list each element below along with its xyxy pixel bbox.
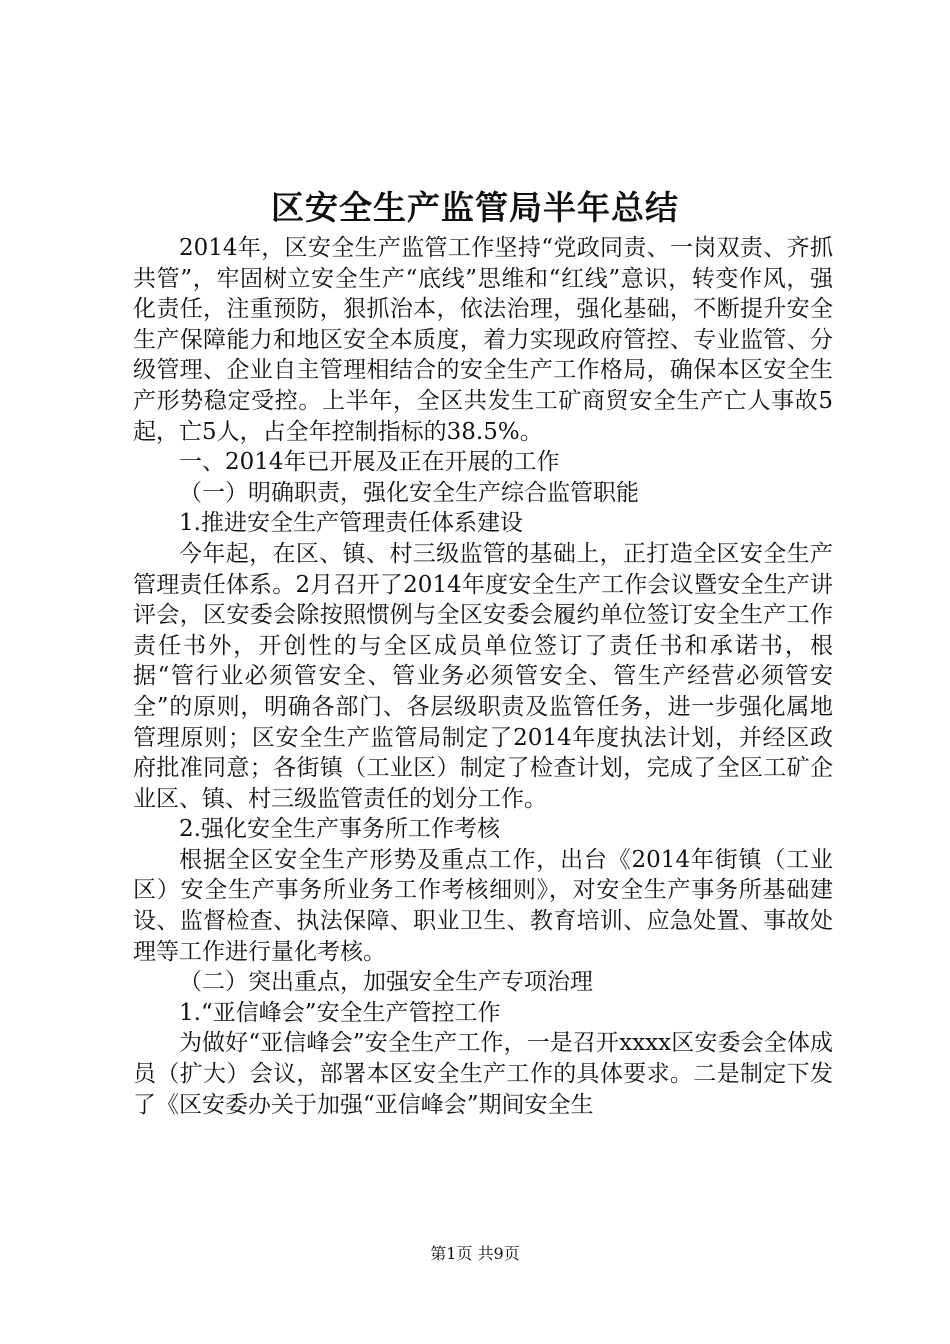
paragraph-responsibility: 今年起，在区、镇、村三级监管的基础上，正打造全区安全生产管理责任体系。2月召开了2014年度安全生产工作会议暨安全生产讲评会，区安委会除按照惯例与全区安委会履约单位签订安全生产工作责任书外，开创性的与全区成员单位签订了责任书和承诺书，根据“管行业必须管安全、管业务必须管安全、管生产经营必须管安全”的原则，明确各部门、各层级职责及监管任务，进一步强化属地管理原则；区安全生产监管局制定了2014年度执法计划，并经区政府批准同意；各街镇（工业区）制定了检查计划，完成了全区工矿企业区、镇、村三级监管责任的划分工作。 [133, 540, 833, 812]
document-body [133, 233, 833, 1120]
page-number: 第1页 共9页 [430, 1244, 520, 1263]
item-heading-1-1: 1.推进安全生产管理责任体系建设 [179, 510, 523, 537]
paragraph-intro: 2014年，区安全生产监管工作坚持“党政同责、一岗双责、齐抓共管”，牢固树立安全生产“底线”思维和“红线”意识，转变作风，强化责任，注重预防，狠抓治本，依法治理，强化基础，不断提升安全生产保障能力和地区安全本质度，着力实现政府管控、专业监管、分级管理、企业自主管理相结合的安全生产工作格局，确保本区安全生产形势稳定受控。上半年，全区共发生工矿商贸安全生产亡人事故5起，亡5人，占全年控制指标的38.5%。 [133, 235, 833, 445]
section-heading-1: 一、2014年已开展及正在开展的工作 [179, 449, 560, 476]
paragraph-assessment: 根据全区安全生产形势及重点工作，出台《2014年街镇（工业区）安全生产事务所业务工作考核细则》，对安全生产事务所基础建设、监督检查、执法保障、职业卫生、教育培训、应急处置、事故处理等工作进行量化考核。 [133, 846, 833, 965]
subsection-heading-2: （二）突出重点，加强安全生产专项治理 [179, 969, 593, 996]
item-heading-1-2: 2.强化安全生产事务所工作考核 [179, 816, 500, 843]
paragraph-summit: 为做好“亚信峰会”安全生产工作，一是召开xxxx区安委会全体成员（扩大）会议，部署本区安全生产工作的具体要求。二是制定下发了《区安委办关于加强“亚信峰会”期间安全生 [133, 1030, 833, 1118]
subsection-heading-1: （一）明确职责，强化安全生产综合监管职能 [179, 479, 639, 506]
item-heading-2-1: 1.“亚信峰会”安全生产管控工作 [179, 999, 501, 1026]
document-title: 区安全生产监管局半年总结 [271, 188, 679, 227]
